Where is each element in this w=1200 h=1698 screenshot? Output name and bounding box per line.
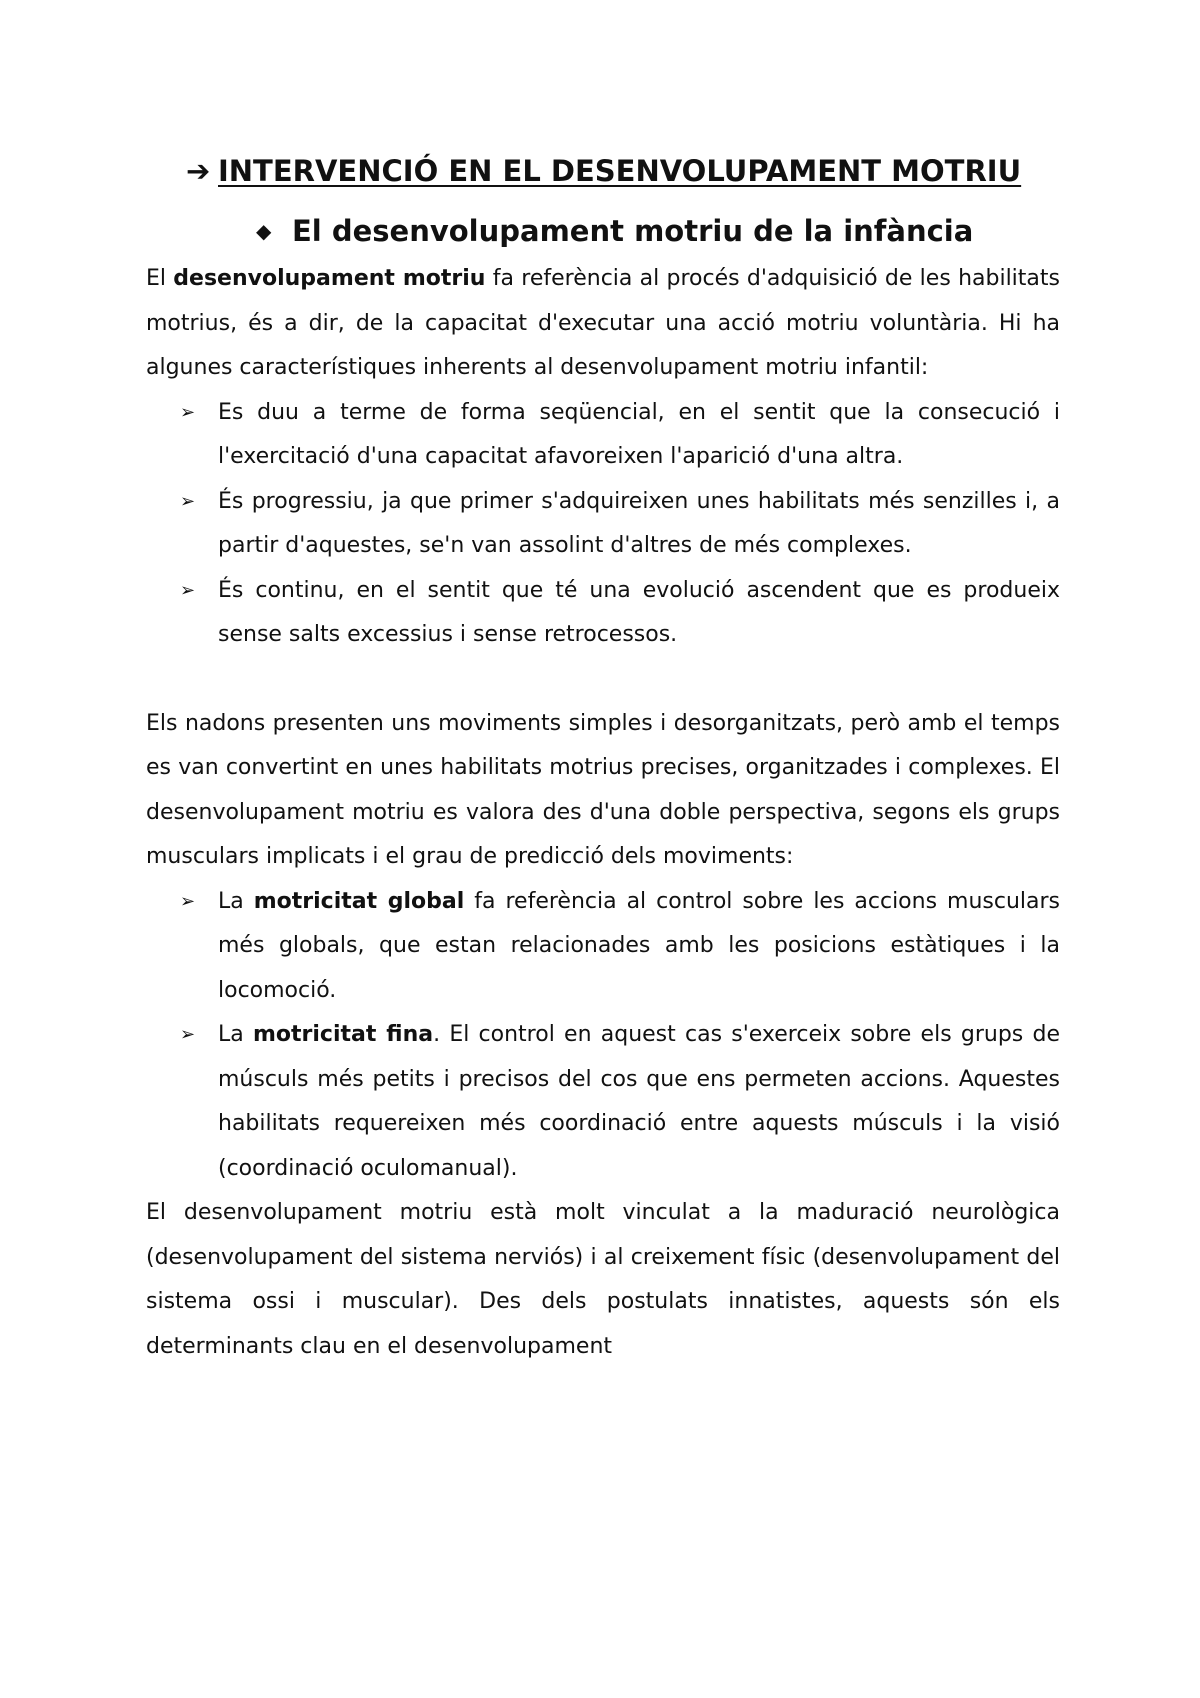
- document-page: [146, 140, 1060, 1369]
- list-item-text: Es duu a terme de forma seqüencial, en el sentit que la consecució i l'exercitació d'una capacitat afavoreixen l'aparició d'una altra.: [218, 399, 1060, 469]
- diamond-bullet-icon: ◆: [256, 219, 272, 243]
- main-heading: [146, 140, 1060, 203]
- section-heading-text: El desenvolupament motriu de la infància: [292, 214, 974, 248]
- main-heading-text: INTERVENCIÓ EN EL DESENVOLUPAMENT MOTRIU: [218, 154, 1022, 188]
- list-item: [180, 391, 1060, 480]
- fine-text-start: La: [218, 1022, 253, 1047]
- arrowhead-bullet-icon: ➢: [180, 401, 196, 423]
- list-item-text: És progressiu, ja que primer s'adquireixen unes habilitats més senzilles i, a partir d'aquestes, se'n van assolint d'altres de més complexes.: [218, 488, 1060, 558]
- global-text-end: fa referència al control sobre les accions musculars més globals, que estan relacionades amb les posicions estàtiques i la locomoció.: [218, 888, 1060, 1003]
- list-item-text: És continu, en el sentit que té una evolució ascendent que es produeix sense salts excessius i sense retrocessos.: [218, 577, 1060, 647]
- intro-text-start: El: [146, 266, 174, 291]
- list-item: [180, 880, 1060, 1014]
- maturation-paragraph: El desenvolupament motriu està molt vinculat a la maduració neurològica (desenvolupament del sistema nerviós) i al creixement físic (desenvolupament del sistema ossi i muscular). Des dels postulats innatistes, aquests són els determinants clau en el desenvolupament: [146, 1200, 1060, 1359]
- intro-paragraph: [146, 257, 1060, 391]
- list-item: [180, 569, 1060, 658]
- list-item: [180, 1013, 1060, 1191]
- motor-types-list: [146, 880, 1060, 1192]
- list-item: [180, 480, 1060, 569]
- intro-term-bold: desenvolupament motriu: [173, 266, 486, 291]
- nadons-paragraph: Els nadons presenten uns moviments simples i desorganitzats, però amb el temps es van convertint en unes habilitats motrius precises, organitzades i complexes. El desenvolupament motriu es valora des d'una doble perspectiva, segons els grups musculars implicats i el grau de predicció dels moviments:: [146, 710, 1060, 869]
- arrowhead-bullet-icon: ➢: [180, 890, 196, 912]
- fine-term-bold: motricitat fina: [252, 1022, 434, 1047]
- global-term-bold: motricitat global: [253, 888, 465, 914]
- paragraph-spacer: [146, 658, 1060, 702]
- global-text-start: La: [218, 888, 254, 914]
- fine-text-end: . El control en aquest cas s'exerceix sobre els grups de músculs més petits i precisos del cos que ens permeten accions. Aquestes habilitats requereixen més coordinació entre aquests músculs i la visió (coordinació oculomanual).: [218, 1022, 1060, 1181]
- arrow-icon: ➔: [186, 154, 211, 188]
- arrowhead-bullet-icon: ➢: [180, 490, 196, 512]
- intro-text-end: fa referència al procés d'adquisició de les habilitats motrius, és a dir, de la capacitat d'executar una acció motriu voluntària. Hi ha algunes característiques inherents al desenvolupament motriu infantil:: [146, 266, 1060, 380]
- section-heading: [146, 205, 1060, 257]
- arrowhead-bullet-icon: ➢: [180, 579, 196, 601]
- arrowhead-bullet-icon: ➢: [180, 1024, 196, 1045]
- characteristics-list: [146, 391, 1060, 658]
